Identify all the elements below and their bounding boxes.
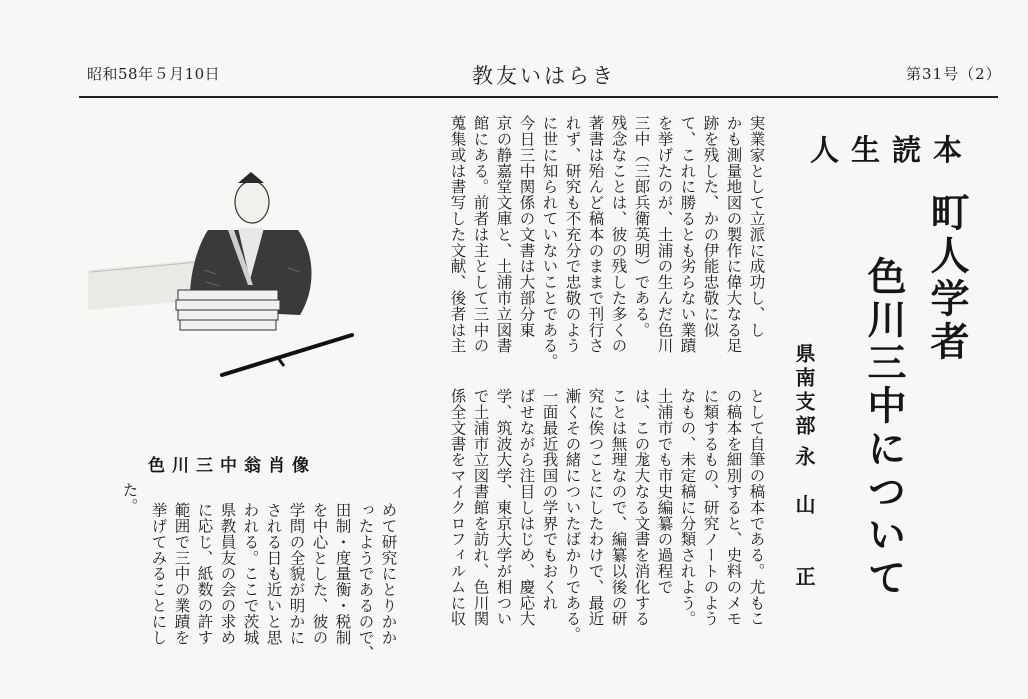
body-column: は、この尨大なる文書を消化する [632, 388, 651, 627]
body-column: 著書は殆んど稿本のままで刊行さ [586, 115, 605, 354]
body-column: 蒐集或は書写した文献、後者は主 [448, 115, 467, 354]
body-column: で土浦市立図書館を訪れ、色川関 [471, 388, 490, 627]
body-column: ことは無理なので、編纂以後の研 [609, 388, 628, 627]
body-column: た。 [120, 482, 139, 514]
body-column: に類するもの、研究ノートのよう [701, 388, 720, 627]
body-column: 今日三中関係の文書は大部分東 [517, 115, 536, 338]
body-column: 究に俟つことにしたわけで、最近 [586, 388, 605, 627]
header-rule [79, 96, 998, 98]
body-column: 学問の全貌が明かに [287, 502, 306, 646]
body-column: われる。ここで茨城 [241, 502, 260, 646]
issue-number: 第31号（2） [906, 65, 1002, 83]
body-column: として自筆の稿本である。尤もこ [747, 388, 766, 627]
body-column: に世に知られていないことである。 [540, 115, 559, 370]
body-column: に応じ、紙数の許す [195, 502, 214, 646]
body-column: を中心とした、彼の [310, 502, 329, 646]
body-column: を挙げたのが、土浦の生んだ色川 [655, 115, 674, 354]
series-heading: 人生読本 [810, 133, 975, 167]
body-column: 京の静嘉堂文庫と、土浦市立図書 [494, 115, 513, 354]
body-column: 学、筑波大学、東京大学が相つい [494, 388, 513, 627]
byline-dept: 県南支部 [792, 343, 816, 439]
body-column: 係全文書をマイクロフィルムに収 [448, 388, 467, 627]
body-column: 跡を残した、かの伊能忠敬に似 [701, 115, 720, 338]
body-column: 挙げてみることにし [149, 502, 168, 646]
portrait-caption: 色川三中翁肖像 [148, 456, 316, 476]
body-column: 三中（三郎兵衛英明）である。 [632, 115, 651, 338]
body-column: ばせながら注目しはじめ、慶応大 [517, 388, 536, 627]
body-column: 範囲で三中の業蹟を [172, 502, 191, 646]
body-column: 残念なことは、彼の残した多くの [609, 115, 628, 354]
body-column: 実業家として立派に成功し、し [747, 115, 766, 338]
body-column: かも測量地図の製作に偉大なる足 [724, 115, 743, 354]
body-column: ったようであるので、 [356, 502, 375, 661]
body-column: 一面最近我国の学界でもおくれ [540, 388, 559, 611]
byline-name: 永 山 正 [792, 446, 816, 590]
body-column: 館にある。前者は主として三中の [471, 115, 490, 354]
body-column: 県教員友の会の求め [218, 502, 237, 646]
article-title-line2: 色川三中について [861, 256, 907, 600]
body-column: なもの、未定稿に分類されよう。 [678, 388, 697, 627]
body-column: 漸くその緒についたばかりである。 [563, 388, 582, 643]
body-column: される日も近いと思 [264, 502, 283, 646]
body-column: 田制・度量衡・税制 [333, 502, 352, 646]
body-column: れず、研究も不充分で忠敬のよう [563, 115, 582, 354]
portrait-illustration [88, 150, 388, 400]
body-column: 土浦市でも市史編纂の過程で [655, 388, 674, 595]
newsletter-title: 教友いはらき [472, 64, 616, 88]
body-column: て、これに勝るとも劣らない業蹟 [678, 115, 697, 354]
article-title-line1: 町人学者 [924, 192, 970, 364]
body-column: の稿本を細別すると、史料のメモ [724, 388, 743, 627]
issue-date: 昭和58年５月10日 [87, 65, 221, 83]
body-column: めて研究にとりかか [379, 502, 398, 646]
